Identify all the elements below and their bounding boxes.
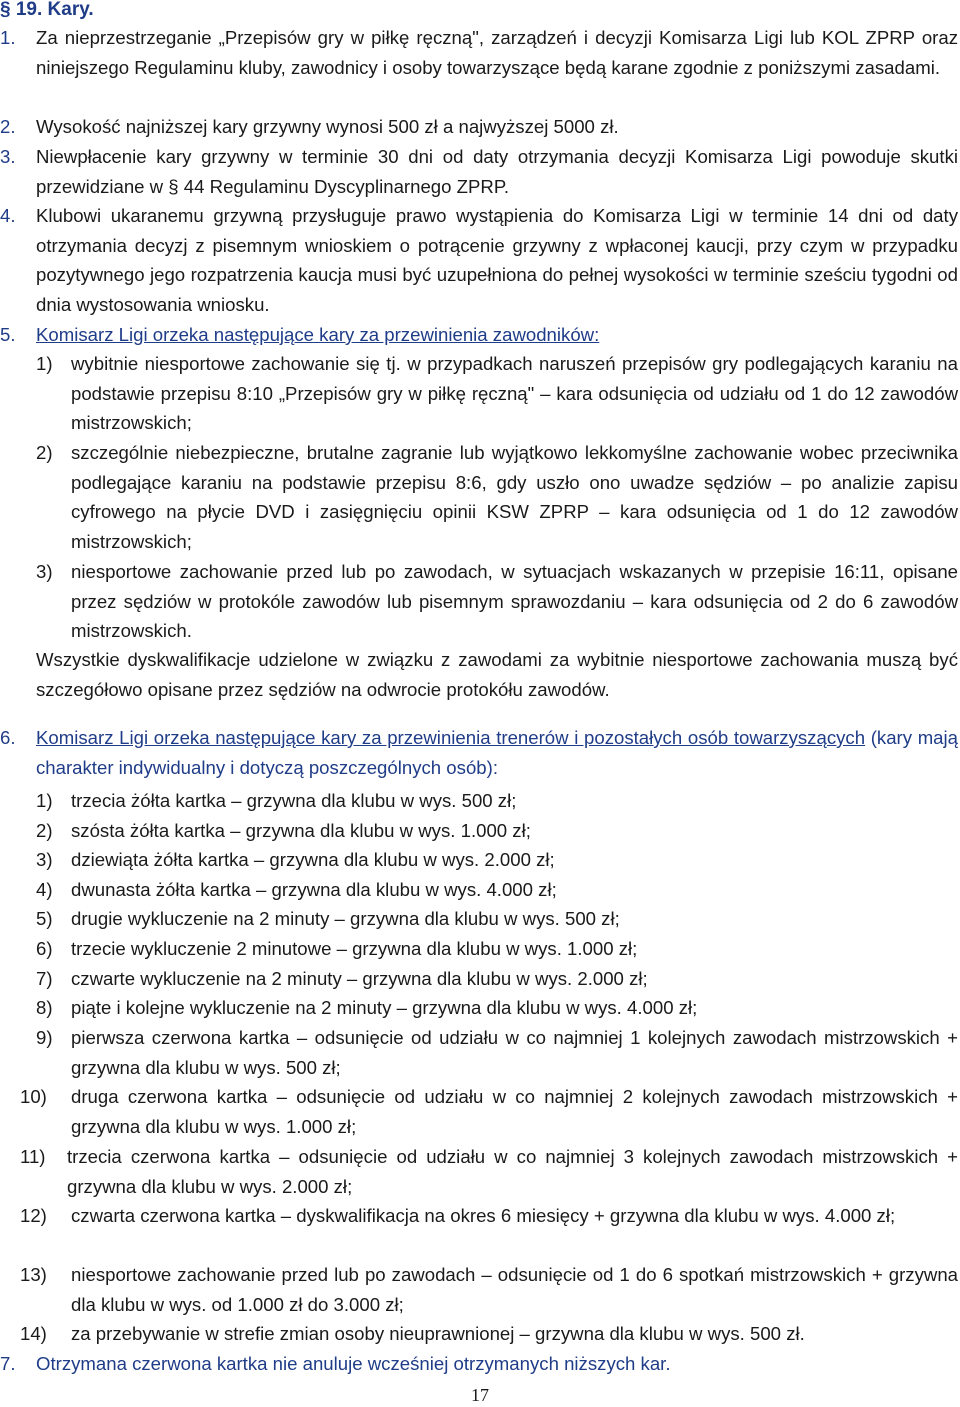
paragraph-5-title <box>0 320 958 350</box>
list-item-text: trzecia czerwona kartka – odsunięcie od udziału w co najmniej 3 kolejnych zawodach mistrzowskich + grzywna dla klubu w wys. 2.000 zł; <box>67 1146 958 1197</box>
list-item-text: wybitnie niesportowe zachowanie się tj. w przypadkach naruszeń przepisów gry podlegających karaniu na podstawie przepisu 8:10 „Przepisów gry w piłkę ręczną" – kara odsunięcia od udziału od 1 do 12 zawodów mistrzowskich; <box>71 353 958 434</box>
list-item-text: szczególnie niebezpieczne, brutalne zagranie lub wyjątkowo lekkomyślne zachowanie wobec przeciwnika podlegające karaniu na podstawie przepisu 8:6, gdy uszło ono uwadze sędziów – po analizie zapisu cyfrowego na płycie DVD i zasięgnięciu opinii KSW ZPRP – kara odsunięcia od 1 do 12 zawodów mistrzowskich; <box>71 442 958 552</box>
list-item-number: 2) <box>36 442 53 463</box>
list-item-text: dziewiąta żółta kartka – grzywna dla klubu w wys. 2.000 zł; <box>71 849 555 870</box>
list-item <box>36 934 958 964</box>
paragraph-number: 1. <box>0 27 16 48</box>
list-item-number: 3) <box>36 561 53 582</box>
list-item-number: 3) <box>36 849 53 870</box>
list-item <box>20 1201 958 1231</box>
paragraph-title: Komisarz Ligi orzeka następujące kary za przewinienia trenerów i pozostałych osób towarzyszących <box>36 727 866 748</box>
list-item <box>36 1023 958 1082</box>
list-item <box>36 904 958 934</box>
paragraph-number: 3. <box>0 146 16 167</box>
paragraph-text: Otrzymana czerwona kartka nie anuluje wcześniej otrzymanych niższych kar. <box>36 1353 671 1374</box>
list-item <box>36 845 958 875</box>
list-item-number: 8) <box>36 997 53 1018</box>
list-item <box>36 875 958 905</box>
list-item-text: piąte i kolejne wykluczenie na 2 minuty – grzywna dla klubu w wys. 4.000 zł; <box>71 997 698 1018</box>
paragraph-text: Wysokość najniższej kary grzywny wynosi 500 zł a najwyższej 5000 zł. <box>36 116 619 137</box>
list-item-number: 5) <box>36 908 53 929</box>
list-item <box>36 816 958 846</box>
list-item <box>20 1142 958 1201</box>
list-item-text: drugie wykluczenie na 2 minuty – grzywna dla klubu w wys. 500 zł; <box>71 908 620 929</box>
paragraph-title: Komisarz Ligi orzeka następujące kary za przewinienia zawodników: <box>36 324 600 345</box>
list-item-number: 14) <box>20 1323 47 1344</box>
list-item-text: pierwsza czerwona kartka – odsunięcie od udziału w co najmniej 1 kolejnych zawodach mistrzowskich + grzywna dla klubu w wys. 500 zł; <box>71 1027 958 1078</box>
list-item-text: druga czerwona kartka – odsunięcie od udziału w co najmniej 2 kolejnych zawodach mistrzowskich + grzywna dla klubu w wys. 1.000 zł; <box>71 1086 958 1137</box>
list-item-number: 13) <box>20 1264 47 1285</box>
list-item <box>36 438 958 556</box>
paragraph-number: 7. <box>0 1353 16 1374</box>
list-item-text: szósta żółta kartka – grzywna dla klubu w wys. 1.000 zł; <box>71 820 531 841</box>
paragraph-text: Niewpłacenie kary grzywny w terminie 30 dni od daty otrzymania decyzji Komisarza Ligi powoduje skutki przewidziane w § 44 Regulaminu Dyscyplinarnego ZPRP. <box>36 146 958 197</box>
list-item-text: za przebywanie w strefie zmian osoby nieuprawnionej – grzywna dla klubu w wys. 500 zł. <box>71 1323 805 1344</box>
list-item-text: dwunasta żółta kartka – grzywna dla klubu w wys. 4.000 zł; <box>71 879 557 900</box>
paragraph-3 <box>0 142 958 201</box>
paragraph-text: Za nieprzestrzeganie „Przepisów gry w piłkę ręczną", zarządzeń i decyzji Komisarza Ligi lub KOL ZPRP oraz niniejszego Regulaminu kluby, zawodnicy i osoby towarzyszące będą karane zgodnie z poniższymi zasadami. <box>36 27 958 78</box>
paragraph-4 <box>0 201 958 319</box>
page-number: 17 <box>471 1385 489 1405</box>
list-item <box>36 964 958 994</box>
list-item-text: trzecia żółta kartka – grzywna dla klubu w wys. 500 zł; <box>71 790 517 811</box>
list-item-number: 7) <box>36 968 53 989</box>
list-item-number: 12) <box>20 1205 47 1226</box>
list-item-text: niesportowe zachowanie przed lub po zawodach, w sytuacjach wskazanych w przepisie 16:11, opisane przez sędziów w protokóle zawodów lub pisemnym sprawozdaniu – kara odsunięcia od 2 do 6 zawodów mistrzowskich. <box>71 561 958 642</box>
section-heading: § 19. Kary. <box>0 0 94 20</box>
paragraph-6-title <box>0 723 958 782</box>
list-item <box>36 993 958 1023</box>
paragraph-number: 5. <box>0 324 16 345</box>
list-item-number: 10) <box>20 1086 47 1107</box>
list-item-number: 4) <box>36 879 53 900</box>
paragraph-number: 6. <box>0 727 16 748</box>
paragraph-title-rest: (kary mają charakter indywidualny i dotyczą poszczególnych osób): <box>36 727 958 778</box>
list-item-text: czwarte wykluczenie na 2 minuty – grzywna dla klubu w wys. 2.000 zł; <box>71 968 648 989</box>
list-item-number: 9) <box>36 1027 53 1048</box>
list-item <box>36 557 958 646</box>
paragraph-number: 4. <box>0 205 16 226</box>
list-item-text: trzecie wykluczenie 2 minutowe – grzywna dla klubu w wys. 1.000 zł; <box>71 938 638 959</box>
paragraph-7 <box>0 1349 958 1379</box>
list-item <box>36 349 958 438</box>
paragraph-number: 2. <box>0 116 16 137</box>
list-item <box>20 1319 958 1349</box>
list-item-number: 2) <box>36 820 53 841</box>
list-item-number: 11) <box>20 1146 46 1167</box>
list-item <box>36 786 958 816</box>
paragraph-2 <box>0 112 958 142</box>
paragraph-1 <box>0 23 958 82</box>
list-item-text: niesportowe zachowanie przed lub po zawodach – odsunięcie od 1 do 6 spotkań mistrzowskich + grzywna dla klubu w wys. od 1.000 zł do 3.000 zł; <box>71 1264 958 1315</box>
list-item <box>20 1082 958 1141</box>
list-item-number: 6) <box>36 938 53 959</box>
list-item <box>20 1260 958 1319</box>
paragraph-text: Klubowi ukaranemu grzywną przysługuje prawo wystąpienia do Komisarza Ligi w terminie 14 dni od daty otrzymania decyzj z pisemnym wnioskiem o potrącenie grzywny z wpłaconej kaucji, przy czym w przypadku pozytywnego jego rozpatrzenia kaucja musi być uzupełniona do pełnej wysokości w terminie sześciu tygodni od dnia wystosowania wniosku. <box>36 205 958 315</box>
list-item-number: 1) <box>36 353 53 374</box>
paragraph-5-note: Wszystkie dyskwalifikacje udzielone w związku z zawodami za wybitnie niesportowe zachowania muszą być szczegółowo opisane przez sędziów na odwrocie protokółu zawodów. <box>36 649 958 700</box>
list-item-number: 1) <box>36 790 53 811</box>
list-item-text: czwarta czerwona kartka – dyskwalifikacja na okres 6 miesięcy + grzywna dla klubu w wys. 4.000 zł; <box>71 1205 896 1226</box>
